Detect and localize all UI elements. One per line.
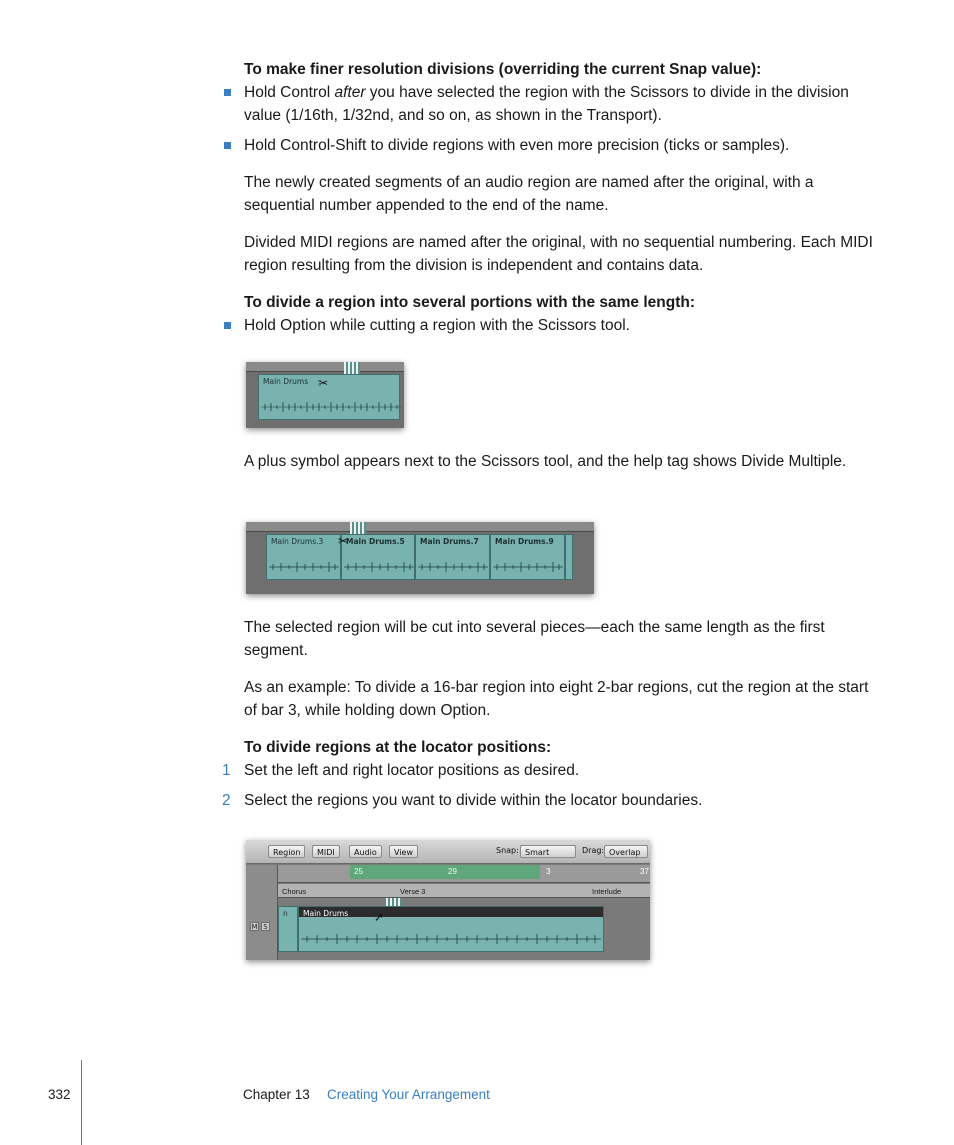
step-number: 2 xyxy=(222,792,231,809)
waveform xyxy=(493,559,563,575)
audio-region[interactable] xyxy=(258,374,400,420)
paragraph-example: As an example: To divide a 16-bar region into eight 2-bar regions, cut the region at the start of bar 3, while holding down Option. xyxy=(244,679,869,719)
solo-button[interactable]: S xyxy=(261,922,270,931)
ruler-number: 37 xyxy=(640,867,649,876)
snap-select[interactable]: Smart xyxy=(520,845,576,858)
footer-chapter-title: Creating Your Arrangement xyxy=(327,1087,490,1102)
pointer-cursor-icon: ➚ xyxy=(374,910,385,924)
bullet-text-post: you have selected the region with the Scissors to divide in the division value (1/16th, 1/32nd, and so on, as shown in the Transport). xyxy=(244,84,849,124)
bullet-text-em: after xyxy=(334,84,366,101)
bullet-hold-option: Hold Option while cutting a region with the Scissors tool. xyxy=(244,317,630,334)
scissors-plus-cursor-icon: ✂ xyxy=(318,376,329,390)
step-number: 1 xyxy=(222,762,231,779)
audio-region[interactable] xyxy=(266,534,341,580)
region-name-partial: n xyxy=(283,909,288,918)
audio-region[interactable] xyxy=(490,534,565,580)
page-number: 332 xyxy=(48,1087,71,1102)
bullet-marker xyxy=(224,89,231,96)
bullet-marker xyxy=(224,322,231,329)
audio-region[interactable] xyxy=(298,906,604,952)
region-name: Main Drums.3 xyxy=(271,537,324,546)
paragraph-midi-regions: Divided MIDI regions are named after the original, with no sequential numbering. Each MIDI region resulting from the division is independent and contains data. xyxy=(244,234,873,274)
region-name: Main Drums.7 xyxy=(420,537,479,546)
menu-midi[interactable]: MIDI xyxy=(312,845,340,858)
scissors-marker xyxy=(344,362,360,374)
ruler-number: 29 xyxy=(448,867,457,876)
paragraph-audio-segments: The newly created segments of an audio region are named after the original, with a sequential number appended to the end of the name. xyxy=(244,174,814,214)
waveform xyxy=(344,559,414,575)
step-text: Select the regions you want to divide within the locator boundaries. xyxy=(244,792,703,809)
audio-region[interactable] xyxy=(341,534,415,580)
figure-divided-regions xyxy=(246,522,594,594)
paragraph-plus-symbol: A plus symbol appears next to the Scissors tool, and the help tag shows Divide Multiple. xyxy=(244,453,847,470)
step-text: Set the left and right locator positions as desired. xyxy=(244,762,580,779)
waveform xyxy=(301,931,601,947)
mute-button[interactable]: M xyxy=(251,923,258,931)
bullet-text-pre: Hold Control xyxy=(244,84,335,101)
timeline-ruler xyxy=(246,522,594,532)
figure-scissors-region xyxy=(246,362,404,428)
waveform xyxy=(269,559,339,575)
track-header xyxy=(246,865,278,960)
scissors-cursor-icon: ✂ xyxy=(338,534,349,548)
region-name: Main Drums xyxy=(303,909,349,918)
audio-region[interactable] xyxy=(565,534,573,580)
region-name: Main Drums.9 xyxy=(495,537,554,546)
marker-label: Verse 3 xyxy=(400,887,426,896)
drag-label: Drag: xyxy=(582,846,605,855)
arrange-toolbar xyxy=(246,840,650,864)
scissors-marker xyxy=(350,522,366,534)
footer-chapter: Chapter 13 xyxy=(243,1087,310,1102)
marker-label: Chorus xyxy=(282,887,307,896)
marker-track xyxy=(278,884,650,898)
figure-locator-divide xyxy=(246,840,650,960)
menu-region[interactable]: Region xyxy=(268,845,305,858)
locator-range[interactable] xyxy=(350,865,540,879)
audio-region[interactable] xyxy=(278,906,298,952)
heading-locator-positions: To divide regions at the locator positions: xyxy=(244,739,552,756)
bullet-marker xyxy=(224,142,231,149)
snap-label: Snap: xyxy=(496,846,519,855)
marker-label: Interlude xyxy=(592,887,622,896)
region-name: Main Drums xyxy=(263,377,309,386)
heading-same-length: To divide a region into several portions with the same length: xyxy=(244,294,695,311)
waveform xyxy=(418,559,488,575)
bullet-hold-control xyxy=(244,81,874,127)
footer-divider xyxy=(81,1060,82,1145)
audio-region[interactable] xyxy=(415,534,490,580)
heading-finer-divisions: To make finer resolution divisions (overriding the current Snap value): xyxy=(244,61,762,78)
paragraph-selected-region: The selected region will be cut into several pieces—each the same length as the first segment. xyxy=(244,619,825,659)
drag-select[interactable]: Overlap xyxy=(604,845,648,858)
ruler-number: 25 xyxy=(354,867,363,876)
region-name: Main Drums.5 xyxy=(346,537,405,546)
bar-ruler xyxy=(278,865,650,883)
menu-audio[interactable]: Audio xyxy=(349,845,382,858)
waveform xyxy=(261,399,401,415)
menu-view[interactable]: View xyxy=(389,845,418,858)
bullet-hold-control-shift: Hold Control-Shift to divide regions with even more precision (ticks or samples). xyxy=(244,137,790,154)
ruler-number: 3 xyxy=(546,867,551,876)
timeline-ruler xyxy=(246,362,404,372)
